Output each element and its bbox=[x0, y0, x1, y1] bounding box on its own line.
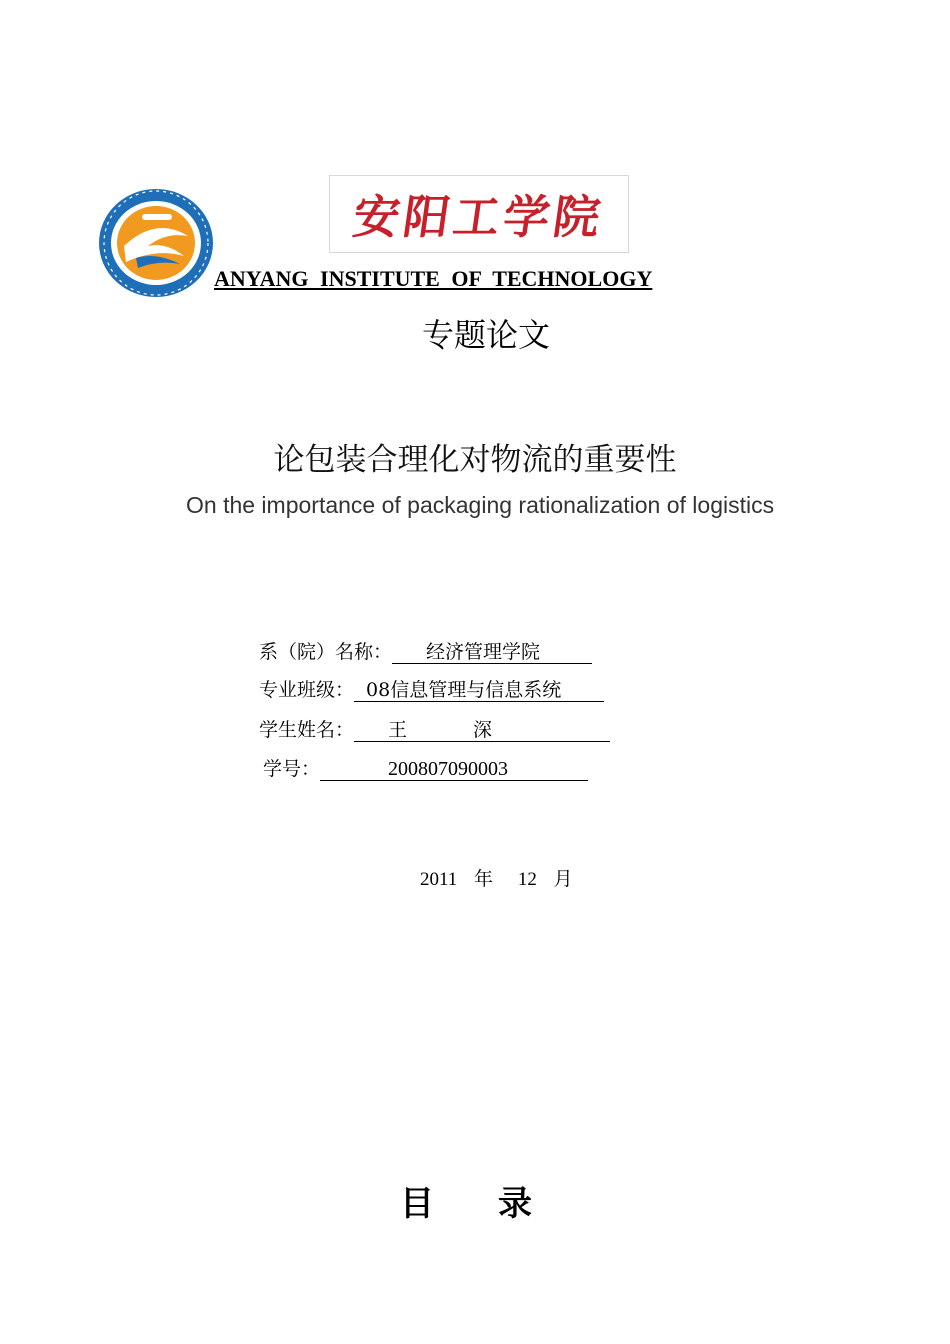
date-year-unit: 年 bbox=[474, 869, 494, 890]
calligraphy-logo bbox=[329, 175, 629, 253]
info-row-student-id bbox=[263, 751, 588, 781]
date-year: 2011 bbox=[420, 869, 458, 890]
info-row-department bbox=[259, 634, 592, 664]
calligraphy-logo-text: 安阳工学院 bbox=[349, 190, 608, 244]
date-month: 12 bbox=[517, 869, 537, 890]
info-row-class bbox=[259, 672, 604, 702]
student-id-label: 学号： bbox=[263, 758, 321, 780]
date-line bbox=[420, 864, 585, 891]
thesis-title-chinese: 论包装合理化对物流的重要性 bbox=[273, 442, 677, 478]
document-type: 专题论文 bbox=[421, 316, 550, 354]
department-label: 系（院）名称： bbox=[259, 641, 393, 663]
class-value: 08信息管理与信息系统 bbox=[354, 679, 604, 702]
info-row-student-name bbox=[259, 712, 610, 742]
table-of-contents-heading: 目录 bbox=[400, 1184, 596, 1224]
school-seal-logo bbox=[96, 186, 218, 300]
class-label: 专业班级： bbox=[259, 679, 355, 701]
thesis-title-english: On the importance of packaging rationalization of logistics bbox=[186, 492, 775, 518]
student-name-value: 王 深 bbox=[354, 719, 610, 742]
student-id-value: 200807090003 bbox=[320, 758, 588, 781]
date-month-unit: 月 bbox=[553, 869, 573, 890]
institution-name: ANYANG INSTITUTE OF TECHNOLOGY bbox=[214, 266, 653, 291]
department-value: 经济管理学院 bbox=[392, 641, 592, 664]
student-name-label: 学生姓名： bbox=[259, 719, 355, 741]
